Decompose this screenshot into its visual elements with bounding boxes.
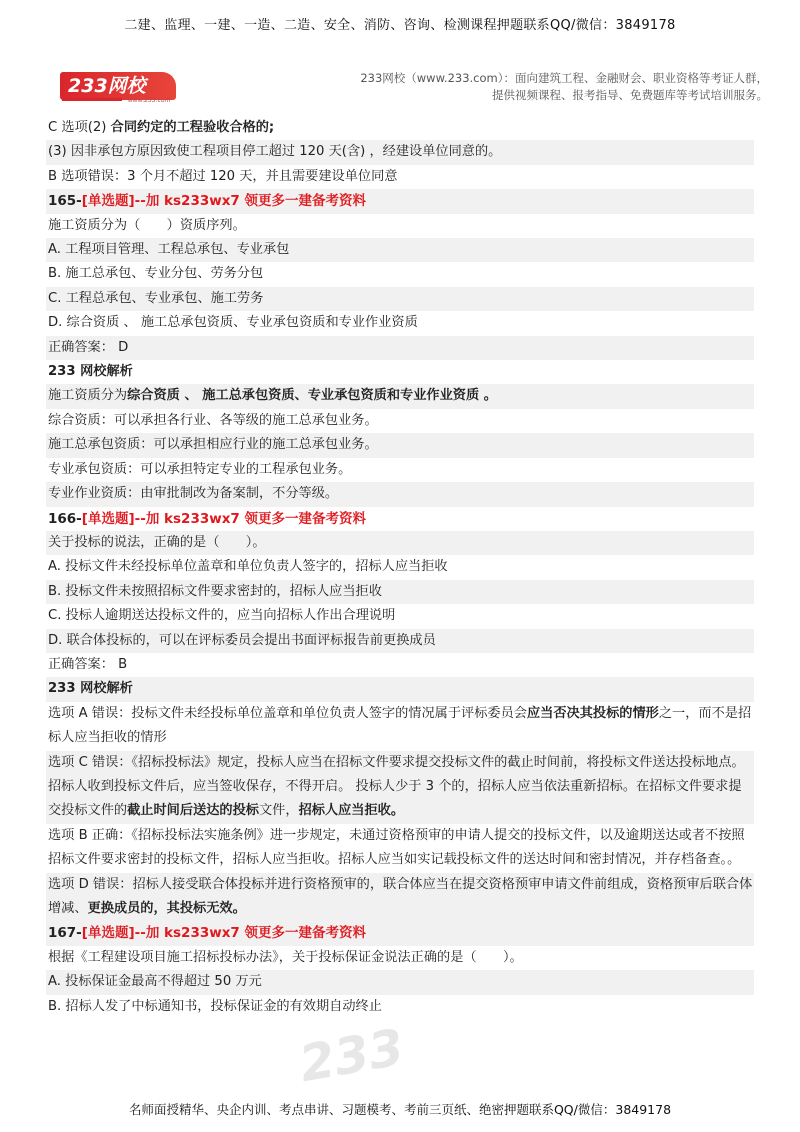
- bold-span: 截止时间后送达的投标: [127, 803, 259, 819]
- bold-span: 更换成员的，其投标无效。: [87, 901, 246, 916]
- question-tag: [单选题]--加 ks233wx7 领更多一建备考资料: [81, 925, 367, 942]
- option-b: B. 投标文件未按照招标文件要求密封的，招标人应当拒收: [46, 580, 754, 604]
- text-span: C 选项(2): [48, 120, 111, 135]
- analysis-title: 233 网校解析: [46, 677, 754, 701]
- text-line: [46, 116, 754, 140]
- question-number: 167-: [48, 925, 82, 942]
- option-d: D. 联合体投标的，可以在评标委员会提出书面评标报告前更换成员: [46, 629, 754, 653]
- text-span: 选项 D 错误：招标人接受联合体投标并进行资格预审的，联合体应当在提交资格预审申请文件前组成，资格预审后联合体增减、: [48, 876, 753, 916]
- option-a: A. 投标文件未经投标单位盖章和单位负责人签字的，招标人应当拒收: [48, 559, 448, 575]
- question-header-166: [46, 507, 754, 531]
- analysis-paragraph-b: 选项 B 正确：《招标投标法实施条例》进一步规定，未通过资格预审的申请人提交的投标文件，以及逾期送达或者不按照招标文件要求密封的投标文件，招标人应当拒收。招标人应当如实记载投标文件的送达时间和密封情况，并存档备查。。: [48, 827, 745, 868]
- question-number: 166-: [48, 510, 82, 527]
- option-c: C. 投标人逾期送达投标文件的，应当向招标人作出合理说明: [48, 608, 396, 624]
- text-span: 选项 A 错误：投标文件未经投标单位盖章和单位负责人签字的情况属于评标委员会: [48, 705, 527, 721]
- document-body: [48, 116, 754, 1019]
- question-stem: 根据《工程建设项目施工招标投标办法》，关于投标保证金说法正确的是（ ）。: [48, 949, 523, 965]
- question-header-167: [46, 921, 754, 945]
- bold-span: 招标人应当拒收。: [298, 803, 405, 819]
- option-c: C. 工程总承包、专业承包、施工劳务: [46, 287, 754, 311]
- text-line: B 选项错误：3 个月不超过 120 天，并且需要建设单位同意: [48, 168, 398, 184]
- tagline-line-1: 233网校（www.233.com）：面向建筑工程、金融财会、职业资格等考证人群，: [360, 71, 768, 85]
- analysis-line: 专业承包资质：可以承担特定专业的工程承包业务。: [48, 461, 352, 477]
- question-stem: 关于投标的说法，正确的是（ ）。: [46, 531, 754, 555]
- text-span: 施工资质分为: [48, 388, 128, 404]
- option-a: A. 投标保证金最高不得超过 50 万元: [46, 970, 754, 994]
- analysis-line: [46, 384, 754, 408]
- page-footer: 名师面授精华、央企内训、考点串讲、习题模考、考前三页纸、绝密押题联系QQ/微信：3849178: [128, 1102, 672, 1117]
- analysis-paragraph-d: [46, 873, 754, 922]
- option-a: A. 工程项目管理、工程总承包、专业承包: [46, 238, 754, 262]
- bold-span: 合同约定的工程验收合格的;: [110, 120, 275, 135]
- option-b: B. 招标人发了中标通知书，投标保证金的有效期自动终止: [48, 998, 382, 1014]
- bold-span: 综合资质 、 施工总承包资质、专业承包资质和专业作业资质 。: [127, 388, 497, 404]
- analysis-paragraph-a: [46, 702, 754, 751]
- analysis-line: 施工总承包资质：可以承担相应行业的施工总承包业务。: [46, 433, 754, 457]
- text-line: (3) 因非承包方原因致使工程项目停工超过 120 天(含) ，经建设单位同意的。: [46, 140, 754, 164]
- watermark-logo: 233: [295, 1018, 409, 1094]
- text-span: 之一，而不是招标人应当拒收的情形: [48, 705, 752, 746]
- question-header-165: [46, 189, 754, 213]
- page-header: [48, 68, 768, 110]
- question-number: 165-: [48, 193, 82, 210]
- option-b: B. 施工总承包、专业分包、劳务分包: [48, 266, 264, 282]
- question-tag: [单选题]--加 ks233wx7 领更多一建备考资料: [81, 510, 367, 527]
- logo-tag: www.233.com: [128, 97, 171, 104]
- question-stem: 施工资质分为（ ）资质序列。: [48, 217, 246, 233]
- text-span: 选项 C 错误：《招标投标法》规定，投标人应当在招标文件要求提交投标文件的截止时间前，将投标文件送达投标地点。招标人收到投标文件后，应当签收保存，不得开启。 投标人少于 3 个的，招标人应当依法重新招标。在招标文件要求提交投标文件的: [48, 754, 745, 819]
- brand-logo: 233网校: [60, 72, 176, 100]
- analysis-paragraph-c: [46, 751, 754, 824]
- tagline-line-2: 提供视频课程、报考指导、免费题库等考试培训服务。: [492, 88, 768, 102]
- analysis-line: 专业作业资质：由审批制改为备案制，不分等级。: [46, 482, 754, 506]
- bold-span: 应当否决其投标的情形: [526, 705, 659, 721]
- correct-answer: 正确答案： D: [46, 336, 754, 360]
- text-span: 文件，: [259, 803, 299, 819]
- option-d: D. 综合资质 、 施工总承包资质、专业承包资质和专业作业资质: [48, 315, 418, 331]
- analysis-line: 综合资质：可以承担各行业、各等级的施工总承包业务。: [48, 412, 378, 428]
- logo-underline: [62, 98, 122, 101]
- correct-answer: 正确答案： B: [48, 656, 128, 672]
- analysis-title: 233 网校解析: [48, 364, 133, 380]
- question-tag: [单选题]--加 ks233wx7 领更多一建备考资料: [81, 193, 367, 210]
- top-banner: 二建、监理、一建、一造、二造、安全、消防、咨询、检测课程押题联系QQ/微信：3849178: [124, 18, 676, 33]
- header-tagline: [360, 70, 768, 104]
